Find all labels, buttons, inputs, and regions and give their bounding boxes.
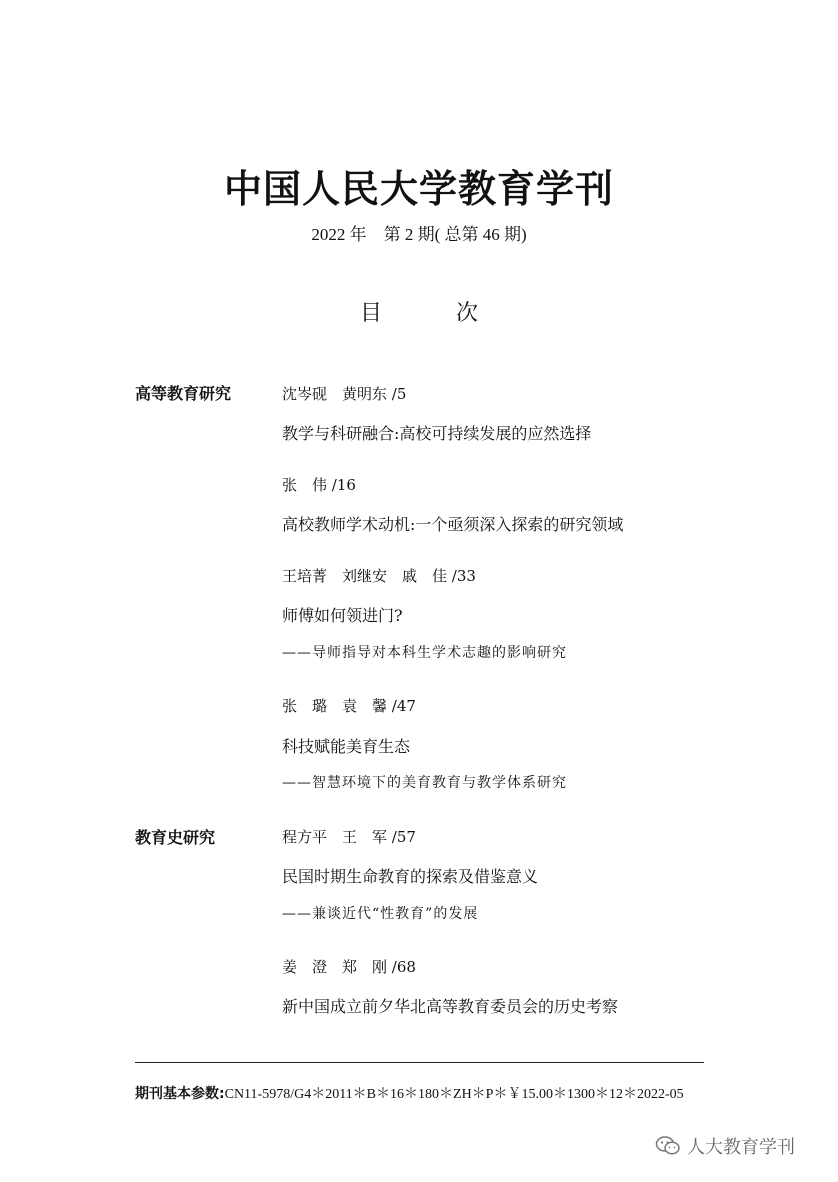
journal-parameters [135,1083,684,1103]
issue-info: 2022 年 第 2 期( 总第 46 期) [311,225,527,244]
article-title[interactable]: 民国时期生命教育的探索及借鉴意义 [282,867,539,886]
article-authors: 姜 澄 郑 刚 /68 [282,958,416,976]
article-title[interactable]: 科技赋能美育生态 [282,737,411,756]
section-label-higher-education: 高等教育研究 [135,384,232,403]
article-authors: 王培菁 刘继安 戚 佳 /33 [282,567,476,585]
article-authors: 程方平 王 军 /57 [282,828,416,846]
article-authors: 张 璐 袁 馨 /47 [282,697,416,715]
wechat-watermark [655,1133,795,1159]
section-label-education-history: 教育史研究 [135,828,216,847]
watermark-text: 人大教育学刊 [687,1137,795,1158]
article-subtitle: ——兼谈近代“性教育”的发展 [282,906,479,922]
article-title[interactable]: 新中国成立前夕华北高等教育委员会的历史考察 [282,997,619,1016]
article-authors: 沈岑砚 黄明东 /5 [282,385,407,403]
footer-divider [135,1062,704,1063]
wechat-icon [655,1135,681,1157]
article-subtitle: ——智慧环境下的美育教育与教学体系研究 [282,775,567,791]
article-subtitle: ——导师指导对本科生学术志趣的影响研究 [282,645,567,661]
journal-parameters-value: CN11-5978/G4＊2011＊B＊16＊180＊ZH＊P＊￥15.00＊1300＊12＊2022-05 [224,1087,684,1102]
article-authors: 张 伟 /16 [282,476,356,494]
journal-parameters-label: 期刊基本参数: [135,1086,225,1102]
journal-title: 中国人民大学教育学刊 [223,166,614,211]
article-title[interactable]: 师傅如何领进门? [282,606,403,625]
toc-heading: 目 次 [359,301,504,326]
article-title[interactable]: 教学与科研融合:高校可持续发展的应然选择 [282,424,592,443]
article-title[interactable]: 高校教师学术动机:一个亟须深入探索的研究领域 [282,515,624,534]
